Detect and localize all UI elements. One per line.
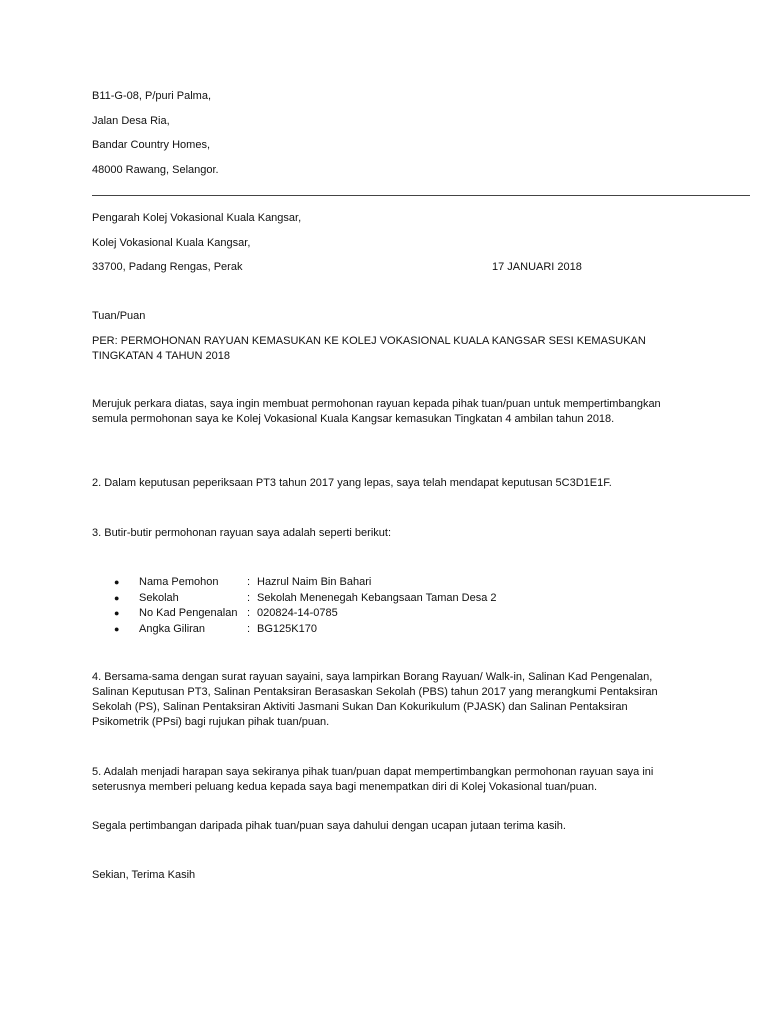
- applicant-details-list: [92, 575, 592, 637]
- detail-separator: :: [247, 607, 251, 619]
- closing: Sekian, Terima Kasih: [92, 869, 196, 881]
- list-item: [92, 591, 592, 607]
- detail-separator: :: [247, 622, 251, 635]
- paragraph-2: 2. Dalam keputusan peperiksaan PT3 tahun 2017 yang lepas, saya telah mendapat keputusan 5C3D1E1F.: [92, 477, 612, 489]
- detail-label: Nama Pemohon: [139, 576, 219, 588]
- detail-label: Angka Giliran: [139, 622, 206, 635]
- detail-value: Sekolah Menenegah Kebangsaan Taman Desa 2: [257, 591, 497, 604]
- detail-value: 020824-14-0785: [257, 607, 338, 619]
- bullet-icon: ●: [114, 608, 120, 618]
- list-item: [92, 575, 592, 591]
- paragraph-1: Merujuk perkara diatas, saya ingin membuat permohonan rayuan kepada pihak tuan/puan untuk mempertimbangkan semula permohonan saya ke Kolej Vokasional Kuala Kangsar kemasukan Tingkatan 4 ambilan tahun 2018.: [92, 398, 661, 425]
- paragraph-3: 3. Butir-butir permohonan rayuan saya adalah seperti berikut:: [92, 527, 392, 539]
- letter-date: 17 JANUARI 2018: [492, 261, 582, 273]
- paragraph-5: 5. Adalah menjadi harapan saya sekiranya pihak tuan/puan dapat mempertimbangkan permohonan rayuan saya ini seterusnya memberi peluang kedua kepada saya bagi menempatkan diri di Kolej Vokasional tuan/puan.: [92, 766, 654, 793]
- list-item: [92, 606, 592, 622]
- subject-line: PER: PERMOHONAN RAYUAN KEMASUKAN KE KOLEJ VOKASIONAL KUALA KANGSAR SESI KEMASUKAN TINGKATAN 4 TAHUN 2018: [92, 335, 646, 362]
- detail-value: Hazrul Naim Bin Bahari: [257, 576, 372, 588]
- list-item: [92, 622, 592, 638]
- recipient-address-line-1: Pengarah Kolej Vokasional Kuala Kangsar,: [92, 212, 302, 224]
- bullet-icon: ●: [114, 577, 120, 587]
- detail-value: BG125K170: [257, 622, 317, 635]
- paragraph-6: Segala pertimbangan daripada pihak tuan/puan saya dahului dengan ucapan jutaan terima kasih.: [92, 820, 566, 832]
- sender-address-line-3: Bandar Country Homes,: [92, 139, 210, 151]
- sender-address-line-4: 48000 Rawang, Selangor.: [92, 164, 219, 176]
- detail-separator: :: [247, 591, 251, 604]
- paragraph-4: 4. Bersama-sama dengan surat rayuan sayaini, saya lampirkan Borang Rayuan/ Walk-in, Salinan Kad Pengenalan, Salinan Keputusan PT3, Salinan Pentaksiran Berasaskan Sekolah (PBS) tahun 2017 yang merangkumi Pentaksiran Sekolah (PS), Salinan Pentaksiran Aktiviti Jasmani Sukan Dan Kokurikulum (PJASK) dan Salinan Pentaksiran Psikometrik (PPsi) bagi rujukan pihak tuan/puan.: [92, 671, 658, 728]
- detail-separator: :: [247, 576, 251, 588]
- salutation: Tuan/Puan: [92, 310, 146, 322]
- sender-address-line-1: B11-G-08, P/puri Palma,: [92, 90, 212, 102]
- sender-address-line-2: Jalan Desa Ria,: [92, 115, 170, 127]
- recipient-address-line-2: Kolej Vokasional Kuala Kangsar,: [92, 237, 251, 249]
- divider-line: [92, 195, 750, 196]
- bullet-icon: ●: [114, 623, 120, 634]
- detail-label: Sekolah: [139, 591, 179, 604]
- bullet-icon: ●: [114, 592, 120, 603]
- detail-label: No Kad Pengenalan: [139, 607, 238, 619]
- recipient-address-line-3: 33700, Padang Rengas, Perak: [92, 261, 243, 273]
